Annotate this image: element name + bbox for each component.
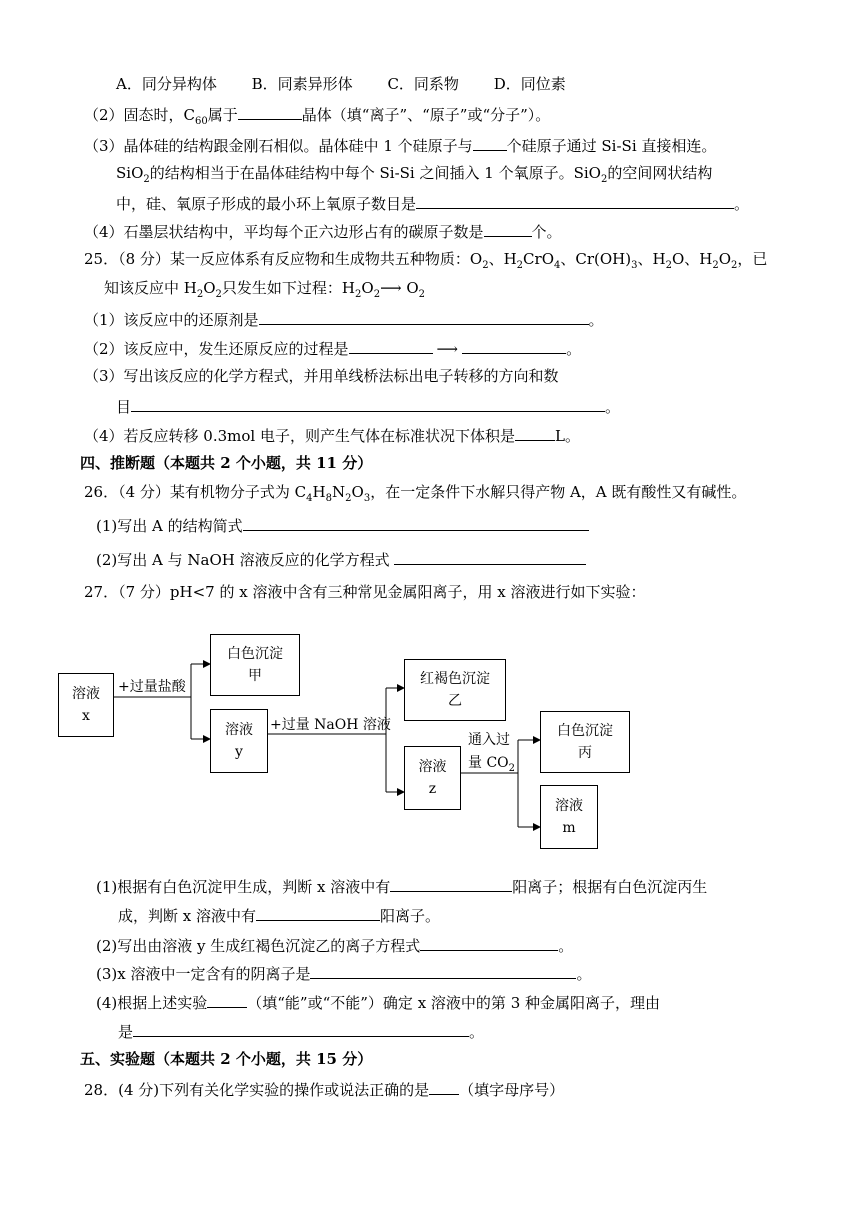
q25-part1: （1）该反应中的还原剂是 。 [84,308,604,330]
q27-part1-line1: (1)根据有白色沉淀甲生成，判断 x 溶液中有 阳离子；根据有白色沉淀丙生 [96,875,707,897]
answer-blank[interactable] [429,1078,459,1095]
q25-part2: （2）该反应中，发生还原反应的过程是 ⟶ 。 [84,337,581,359]
q26-part1: (1)写出 A 的结构简式 [96,514,589,536]
q27-part4-line1: (4)根据上述实验 （填“能”或“不能”）确定 x 溶液中的第 3 种金属阳离子，理由 [96,991,660,1013]
q24-part3-line2: SiO$_2$的结构相当于在晶体硅结构中每个 Si-Si 之间插入 1 个氧原子。SiO$_2$的空间网状结构 [116,164,713,185]
q28-heading: 28．(4 分)下列有关化学实验的操作或说法正确的是 （填字母序号） [84,1078,564,1100]
q25-line2: 知该反应中 $H_2O_2$只发生如下过程：$H_2O_2⟶$ $O_2$ [104,279,426,300]
answer-blank[interactable] [310,962,576,979]
q26-heading: 26．（4 分）某有机物分子式为 $C_4H_8N_2O_3$，在一定条件下水解只得产物 A，A 既有酸性又有碱性。 [84,483,747,504]
arrow-icon: ⟶ [436,340,459,358]
q27-part1-line2: 成，判断 x 溶液中有 阳离子。 [118,904,440,926]
q24-part3-line1: （3）晶体硅的结构跟金刚石相似。晶体硅中 1 个硅原子与 个硅原子通过 Si-Si 直接相连。 [84,134,716,156]
q27-part3: (3)x 溶液中一定含有的阴离子是 。 [96,962,592,984]
solution-m-box: 溶液 m [540,785,598,849]
q27-part4-line2: 是 。 [118,1020,484,1042]
precipitate-bing-box: 白色沉淀 丙 [540,711,630,773]
q25-heading: 25．（8 分）某一反应体系有反应物和生成物共五种物质：$O_2$、$H_2CrO_4$、$Cr(OH)_3$、$H_2O$、$H_2O_2$，已 [84,250,768,271]
co2-label-line2: 量 $CO_2$ [468,755,516,774]
solution-z-box: 溶液 z [404,746,461,810]
q24-part2: （2）固态时，$C_{60}$属于 晶体（填“离子”、“原子”或“分子”）。 [84,103,550,132]
precipitate-yi-box: 红褐色沉淀 乙 [404,659,506,721]
q26-part2: (2)写出 A 与 NaOH 溶液反应的化学方程式 [96,548,586,570]
answer-blank[interactable] [420,934,558,951]
answer-blank[interactable] [133,1020,469,1037]
option-c: C．同系物 [387,75,459,93]
answer-blank[interactable] [256,904,380,921]
arrow-icon: ⟶ [380,279,402,297]
option-d: D．同位素 [493,75,566,93]
solution-x-box: 溶液 x [58,673,114,737]
q25-part4: （4）若反应转移 0.3mol 电子，则产生气体在标准状况下体积是 L。 [84,424,580,446]
add-naoh-label: +过量 NaOH 溶液 [270,717,391,733]
section-heading: 五、实验题（本题共 2 个小题，共 15 分） [80,1050,373,1068]
q25-part3-line1: （3）写出该反应的化学方程式，并用单线桥法标出电子转移的方向和数 [84,367,559,385]
add-hcl-label: +过量盐酸 [118,679,186,695]
q25-part3-line2: 目 。 [116,395,620,417]
q24-part3-line3: 中，硅、氧原子形成的最小环上氧原子数目是 。 [116,192,749,214]
answer-blank[interactable] [207,991,247,1008]
answer-blank[interactable] [390,875,512,892]
solution-y-box: 溶液 y [210,709,268,773]
co2-label-line1: 通入过 [468,732,510,748]
q27-part2: (2)写出由溶液 y 生成红褐色沉淀乙的离子方程式 。 [96,934,573,956]
section-heading: 四、推断题（本题共 2 个小题，共 11 分） [80,454,373,472]
precipitate-jia-box: 白色沉淀 甲 [210,634,300,696]
option-b: B．同素异形体 [251,75,353,93]
q24-part4: （4）石墨层状结构中，平均每个正六边形占有的碳原子数是 个。 [84,220,562,242]
option-a: A．同分异构体 [116,75,217,93]
q27-heading: 27．（7 分）pH<7 的 x 溶液中含有三种常见金属阳离子，用 x 溶液进行如下实验： [84,583,646,601]
